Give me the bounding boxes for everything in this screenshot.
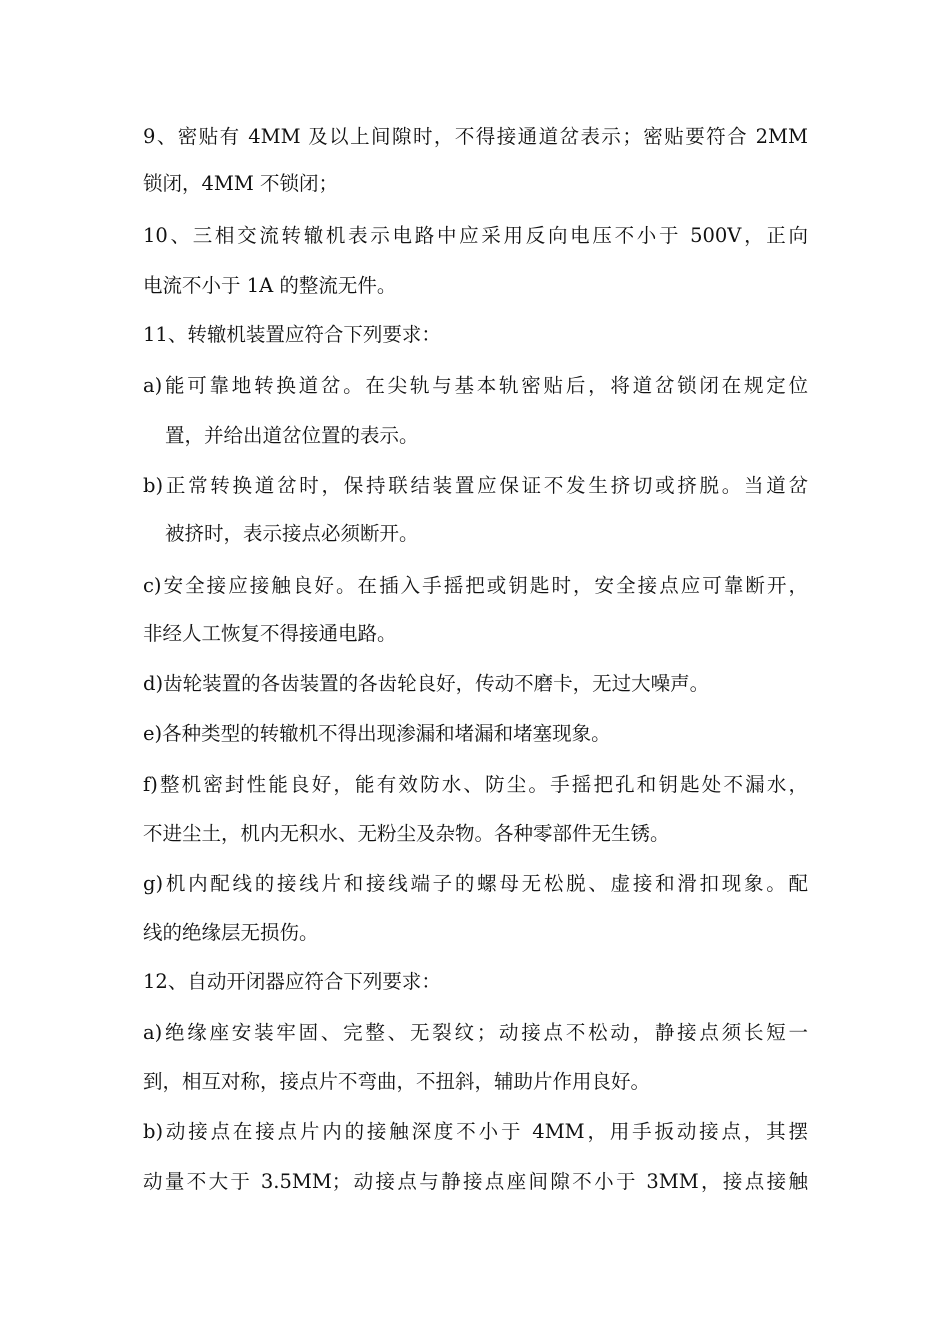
text-line-21: b)动接点在接点片内的接触深度不小于 4MM，用手扳动接点，其摆 <box>143 1120 808 1143</box>
text-line-3: 10、三相交流转辙机表示电路中应采用反向电压不小于 500V，正向 <box>143 224 808 247</box>
text-line-19: a)绝缘座安装牢固、完整、无裂纹；动接点不松动，静接点须长短一 <box>143 1021 808 1044</box>
text-line-22: 动量不大于 3.5MM；动接点与静接点座间隙不小于 3MM，接点接触 <box>143 1170 808 1193</box>
text-line-16: g)机内配线的接线片和接线端子的螺母无松脱、虚接和滑扣现象。配 <box>143 872 808 895</box>
text-line-5: 11、转辙机装置应符合下列要求： <box>143 323 441 346</box>
text-line-1: 9、密贴有 4MM 及以上间隙时，不得接通道岔表示；密贴要符合 2MM <box>143 125 808 148</box>
text-line-7: 置，并给出道岔位置的表示。 <box>165 424 419 447</box>
text-line-14: f)整机密封性能良好，能有效防水、防尘。手摇把孔和钥匙处不漏水， <box>143 773 808 796</box>
text-line-10: c)安全接应接触良好。在插入手摇把或钥匙时，安全接点应可靠断开， <box>143 574 808 597</box>
text-line-15: 不进尘土，机内无积水、无粉尘及杂物。各种零部件无生锈。 <box>143 822 670 845</box>
text-line-20: 到，相互对称，接点片不弯曲，不扭斜，辅助片作用良好。 <box>143 1070 651 1093</box>
text-line-6: a)能可靠地转换道岔。在尖轨与基本轨密贴后，将道岔锁闭在规定位 <box>143 374 808 397</box>
text-line-13: e)各种类型的转辙机不得出现渗漏和堵漏和堵塞现象。 <box>143 722 611 745</box>
text-line-11: 非经人工恢复不得接通电路。 <box>143 622 397 645</box>
text-line-2: 锁闭，4MM 不锁闭； <box>143 172 339 195</box>
text-line-8: b)正常转换道岔时，保持联结装置应保证不发生挤切或挤脱。当道岔 <box>143 474 808 497</box>
text-line-17: 线的绝缘层无损伤。 <box>143 921 319 944</box>
text-line-18: 12、自动开闭器应符合下列要求： <box>143 970 441 993</box>
text-line-12: d)齿轮装置的各齿装置的各齿轮良好，传动不磨卡，无过大噪声。 <box>143 672 710 695</box>
text-line-4: 电流不小于 1A 的整流无件。 <box>143 274 397 297</box>
text-line-9: 被挤时，表示接点必须断开。 <box>165 522 419 545</box>
